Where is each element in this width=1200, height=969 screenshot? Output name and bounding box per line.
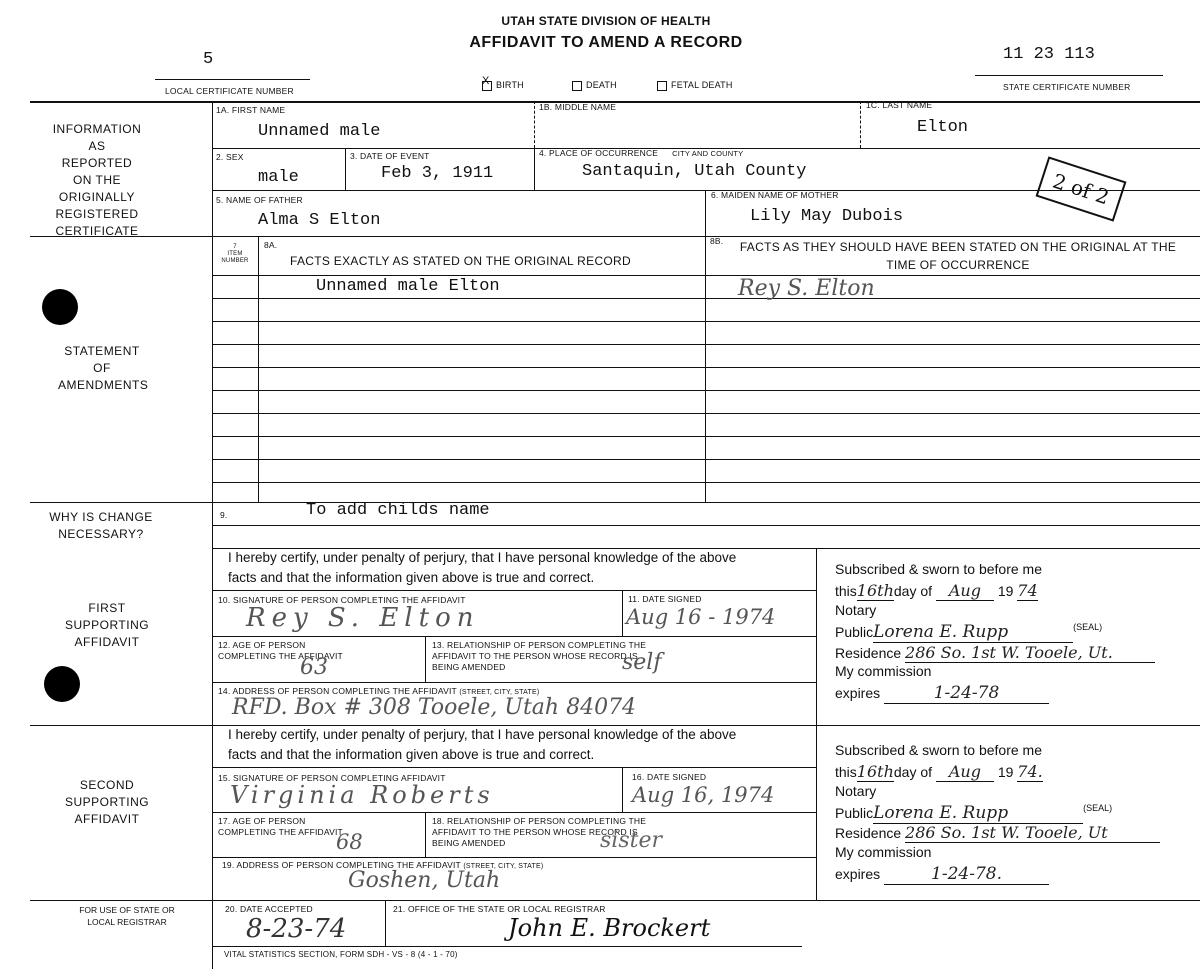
second-address-value: Goshen, Utah — [348, 868, 501, 893]
reason-label: WHY IS CHANGE NECESSARY? — [49, 510, 153, 541]
first-notary-date-line: this16thday of Aug 19 74 — [835, 581, 1038, 600]
first-signature-label: 10. SIGNATURE OF PERSON COMPLETING THE AFFIDAVIT — [218, 595, 466, 605]
second-notary-expires-line: expires 1-24-78. — [835, 864, 1049, 885]
sex-value: male — [258, 168, 299, 187]
first-notary-sworn: Subscribed & sworn to before me — [835, 561, 1042, 577]
col-b-number: 8B. — [710, 236, 724, 246]
last-name-value: Elton — [917, 118, 969, 137]
second-notary-residence-line: Residence 286 So. 1st W. Tooele, Ut — [835, 823, 1160, 843]
last-name-label: 1C. LAST NAME — [866, 100, 933, 110]
father-label: 5. NAME OF FATHER — [216, 195, 303, 205]
registrar-signature: John E. Brockert — [508, 914, 711, 942]
middle-name-label: 1B. MIDDLE NAME — [539, 102, 617, 112]
second-notary-commission: My commission — [835, 844, 932, 860]
place-label: 4. PLACE OF OCCURRENCE CITY AND COUNTY — [539, 148, 744, 158]
second-age-value: 68 — [336, 830, 363, 854]
first-age-value: 63 — [300, 655, 328, 680]
second-notary-sworn: Subscribed & sworn to before me — [835, 742, 1042, 758]
second-signature-value: Virginia Roberts — [230, 781, 494, 809]
first-notary-residence-line: Residence 286 So. 1st W. Tooele, Ut. — [835, 643, 1155, 663]
father-value: Alma S Elton — [258, 211, 381, 230]
registrar-office-label: 21. OFFICE OF THE STATE OR LOCAL REGISTRAR — [393, 904, 606, 914]
first-affidavit-label: FIRST SUPPORTING AFFIDAVIT — [64, 601, 150, 649]
punch-hole-top — [42, 289, 78, 325]
first-relationship-value: self — [622, 650, 662, 675]
registrar-label: FOR USE OF STATE OR LOCAL REGISTRAR — [79, 905, 175, 927]
mother-label: 6. MAIDEN NAME OF MOTHER — [711, 190, 839, 200]
first-notary-word: Notary — [835, 602, 877, 618]
second-certify-text: I hereby certify, under penalty of perjury, that I have personal knowledge of the above facts and that the information given above is true and correct. — [228, 727, 737, 762]
first-relationship-label: 13. RELATIONSHIP OF PERSON COMPLETING THE AFFIDAVIT TO THE PERSON WHOSE RECORD IS BEING AMENDED — [432, 640, 647, 672]
first-notary-expires-line: expires 1-24-78 — [835, 683, 1049, 704]
local-certificate-number: 5 — [203, 50, 214, 69]
mother-value: Lily May Dubois — [750, 207, 904, 226]
col-a-header: FACTS EXACTLY AS STATED ON THE ORIGINAL RECORD — [290, 254, 631, 268]
agency-name: UTAH STATE DIVISION OF HEALTH — [501, 14, 711, 28]
first-notary-commission: My commission — [835, 663, 932, 679]
first-certify-text: I hereby certify, under penalty of perjury, that I have personal knowledge of the above facts and that the information given above is true and correct. — [228, 550, 737, 585]
checkbox-birth[interactable]: X — [482, 81, 492, 91]
second-date-value: Aug 16, 1974 — [632, 783, 775, 807]
first-age-label: 12. AGE OF PERSON COMPLETING THE AFFIDAVIT — [218, 640, 343, 661]
state-certificate-number: 11 23 113 — [1003, 45, 1095, 64]
record-type-birth[interactable]: X BIRTH — [482, 74, 524, 90]
sex-label: 2. SEX — [216, 152, 244, 162]
col-a-number: 8A. — [264, 240, 278, 250]
original-value: Unnamed male Elton — [316, 277, 500, 296]
second-address-label: 19. ADDRESS OF PERSON COMPLETING THE AFFIDAVIT (STREET, CITY, STATE) — [222, 860, 544, 870]
checkbox-fetal-death[interactable] — [657, 81, 667, 91]
first-date-label: 11. DATE SIGNED — [628, 594, 702, 604]
second-date-label: 16. DATE SIGNED — [632, 772, 707, 782]
first-notary-public-line: PublicLorena E. Rupp $^{(SEAL)}$ — [835, 622, 1103, 642]
place-value: Santaquin, Utah County — [582, 162, 807, 181]
first-name-label: 1A. FIRST NAME — [216, 105, 286, 115]
date-accepted-label: 20. DATE ACCEPTED — [225, 904, 313, 914]
second-age-label: 17. AGE OF PERSON COMPLETING THE AFFIDAVIT — [218, 816, 343, 837]
record-type-death[interactable]: DEATH — [572, 80, 617, 91]
form-footer: VITAL STATISTICS SECTION, FORM SDH - VS - 8 (4 - 1 - 70) — [224, 950, 458, 959]
page-stamp: 2 of 2 — [1036, 156, 1127, 221]
first-signature-value: Rey S. Elton — [246, 603, 480, 633]
first-name-value: Unnamed male — [258, 122, 381, 141]
info-section-label: INFORMATION AS REPORTED ON THE ORIGINALLY REGISTERED CERTIFICATE — [52, 122, 142, 238]
second-affidavit-label: SECOND SUPPORTING AFFIDAVIT — [64, 778, 150, 826]
col-b-header: FACTS AS THEY SHOULD HAVE BEEN STATED ON THE ORIGINAL AT THE TIME OF OCCURRENCE — [739, 240, 1177, 272]
corrected-value: Rey S. Elton — [738, 276, 875, 301]
reason-value: To add childs name — [306, 501, 490, 520]
date-accepted-value: 8-23-74 — [246, 914, 347, 944]
item-number-label: 7 ITEM NUMBER — [221, 244, 249, 264]
second-notary-date-line: this16thday of Aug 19 74. — [835, 762, 1043, 781]
second-relationship-label: 18. RELATIONSHIP OF PERSON COMPLETING THE AFFIDAVIT TO THE PERSON WHOSE RECORD IS BEING AMENDED — [432, 816, 647, 848]
date-of-event-label: 3. DATE OF EVENT — [350, 151, 430, 161]
first-date-value: Aug 16 - 1974 — [626, 605, 776, 629]
reason-number: 9. — [220, 510, 228, 520]
state-certificate-label: STATE CERTIFICATE NUMBER — [1003, 82, 1131, 92]
record-type-fetal-death[interactable]: FETAL DEATH — [657, 80, 733, 91]
second-signature-label: 15. SIGNATURE OF PERSON COMPLETING AFFIDAVIT — [218, 773, 446, 783]
second-notary-public-line: PublicLorena E. Rupp $^{(SEAL)}$ — [835, 803, 1113, 823]
local-certificate-label: LOCAL CERTIFICATE NUMBER — [165, 86, 294, 96]
second-notary-word: Notary — [835, 783, 877, 799]
punch-hole-bottom — [44, 666, 80, 702]
amendments-section-label: STATEMENT OF AMENDMENTS — [58, 344, 149, 392]
date-of-event-value: Feb 3, 1911 — [381, 164, 494, 183]
checkbox-death[interactable] — [572, 81, 582, 91]
first-address-label: 14. ADDRESS OF PERSON COMPLETING THE AFFIDAVIT (STREET, CITY, STATE) — [218, 686, 540, 696]
second-relationship-value: sister — [600, 828, 662, 853]
first-address-value: RFD. Box # 308 Tooele, Utah 84074 — [232, 695, 637, 720]
form-title: AFFIDAVIT TO AMEND A RECORD — [469, 34, 743, 51]
